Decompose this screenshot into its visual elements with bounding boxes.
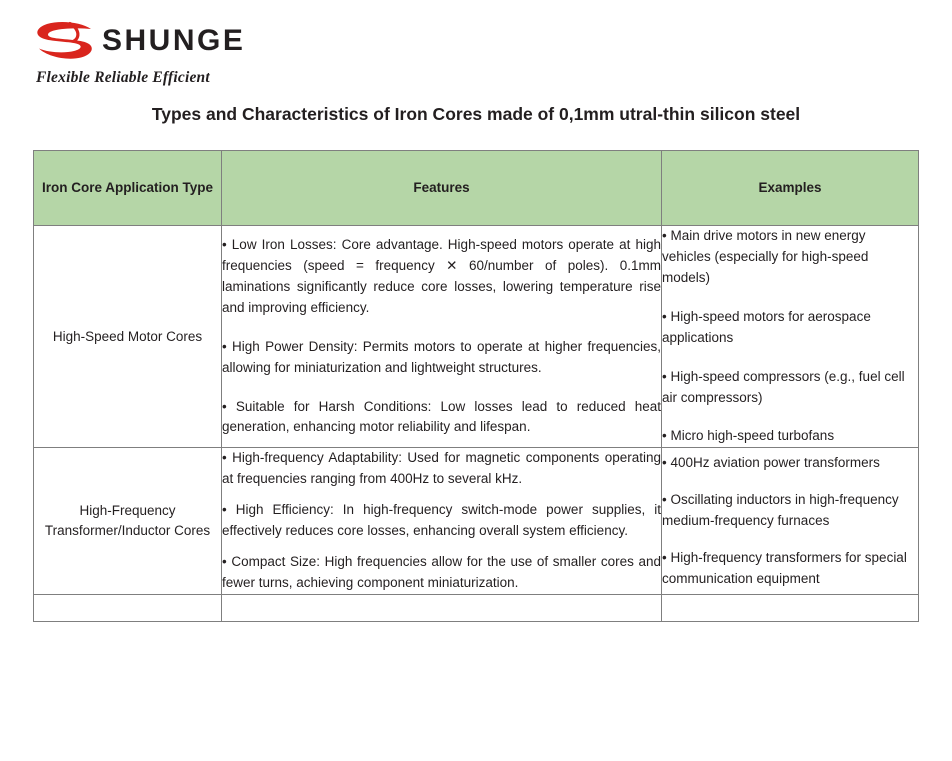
table-body	[34, 226, 919, 622]
column-header-examples: Examples	[662, 151, 919, 226]
cell-application-type: High-Speed Motor Cores	[34, 226, 222, 448]
spacer-cell	[34, 594, 222, 621]
spacer-cell	[222, 594, 662, 621]
table-header-row	[34, 151, 919, 226]
example-item: • Micro high-speed turbofans	[662, 428, 835, 444]
logo-row	[34, 18, 454, 64]
example-item: • Main drive motors in new energy vehicles (especially for high-speed models)	[662, 228, 869, 285]
feature-paragraph: • Low Iron Losses: Core advantage. High-speed motors operate at high frequencies (speed = frequency ✕ 60/number of poles). 0.1mm laminations significantly reduce core losses, lowering temperature rise and improving efficiency.	[222, 237, 661, 315]
example-item: • Oscillating inductors in high-frequency medium-frequency furnaces	[662, 491, 899, 528]
table-row-spacer	[34, 594, 919, 621]
feature-paragraph: • Compact Size: High frequencies allow for the use of smaller cores and fewer turns, achieving component miniaturization.	[222, 554, 661, 590]
table-row	[34, 226, 919, 448]
cell-examples	[662, 226, 919, 448]
column-header-features: Features	[222, 151, 662, 226]
cell-application-type: High-Frequency Transformer/Inductor Cores	[34, 448, 222, 595]
feature-paragraph: • High-frequency Adaptability: Used for magnetic components operating at frequencies ranging from 400Hz to several kHz.	[222, 450, 661, 487]
table-row	[34, 448, 919, 595]
table-head	[34, 151, 919, 226]
shunge-swirl-logo-icon	[34, 20, 96, 62]
example-item: • High-speed motors for aerospace applications	[662, 308, 871, 345]
example-item: • 400Hz aviation power transformers	[662, 454, 880, 470]
example-item: • High-speed compressors (e.g., fuel cell air compressors)	[662, 368, 905, 405]
example-item: • High-frequency transformers for special communication equipment	[662, 549, 907, 586]
column-header-type: Iron Core Application Type	[34, 151, 222, 226]
cell-features	[222, 226, 662, 448]
iron-core-table-wrapper	[33, 150, 918, 622]
cell-examples	[662, 448, 919, 595]
spacer-cell	[662, 594, 919, 621]
brand-logo-block	[34, 18, 454, 88]
feature-paragraph: • Suitable for Harsh Conditions: Low losses lead to reduced heat generation, enhancing motor reliability and lifespan.	[222, 398, 661, 435]
iron-core-table	[33, 150, 919, 622]
feature-paragraph: • High Efficiency: In high-frequency switch-mode power supplies, it effectively reduces core losses, enhancing overall system efficiency.	[222, 502, 661, 539]
brand-tagline: Flexible Reliable Efficient	[36, 69, 210, 86]
page-title: Types and Characteristics of Iron Cores made of 0,1mm utral-thin silicon steel	[151, 104, 801, 124]
cell-features	[222, 448, 662, 595]
feature-paragraph: • High Power Density: Permits motors to operate at higher frequencies, allowing for miniaturization and lightweight structures.	[222, 338, 661, 375]
brand-name: SHUNGE	[102, 24, 246, 57]
